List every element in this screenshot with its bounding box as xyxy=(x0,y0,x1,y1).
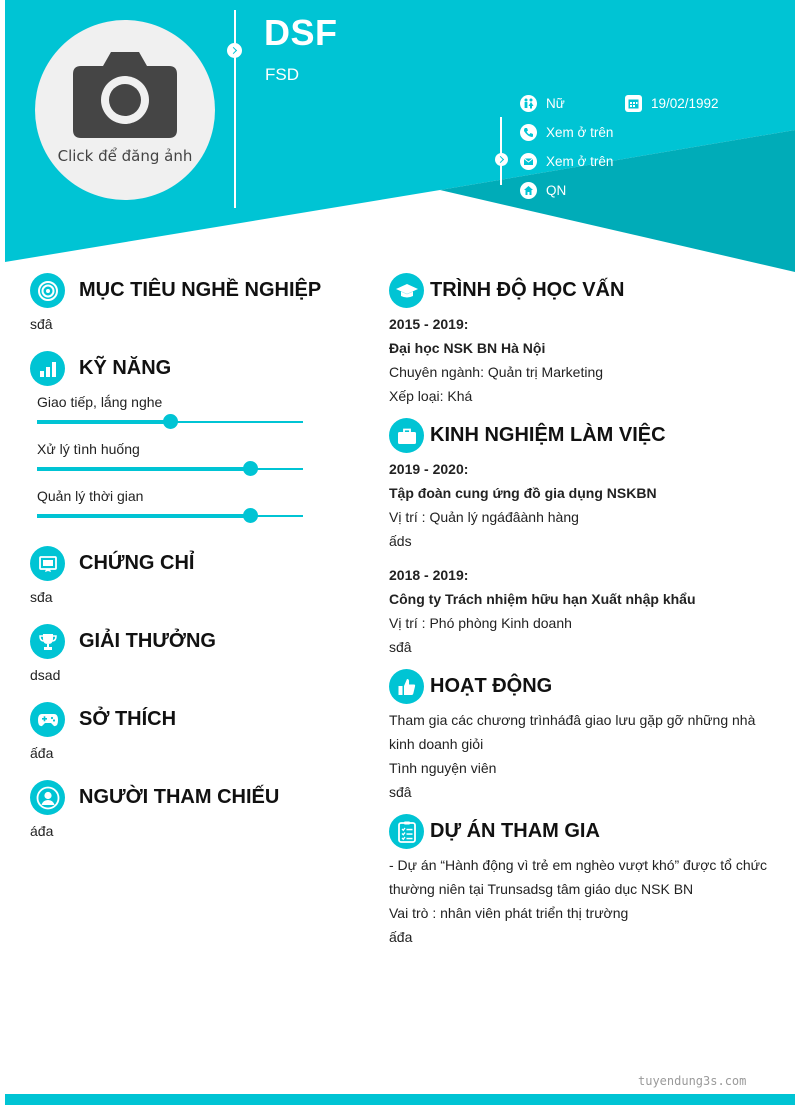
skill-slider-handle[interactable] xyxy=(243,508,258,523)
references-header xyxy=(30,780,279,815)
activities-title: HOẠT ĐỘNG xyxy=(430,675,553,697)
job-title[interactable]: FSD xyxy=(265,65,299,84)
header-divider xyxy=(234,10,236,208)
certificates-text[interactable]: sđa xyxy=(30,589,53,605)
footer-bar xyxy=(5,1094,795,1105)
skill-slider[interactable] xyxy=(37,515,303,517)
gamepad-icon xyxy=(30,702,65,737)
gender-icon xyxy=(520,95,537,112)
education-school[interactable]: Đại học NSK BN Hà Nội xyxy=(389,340,546,356)
projects-line[interactable]: ấđa xyxy=(389,929,413,945)
awards-text[interactable]: dsad xyxy=(30,667,61,683)
objective-title: MỤC TIÊU NGHỀ NGHIỆP xyxy=(79,279,322,301)
job-position[interactable]: Vị trí : Phó phòng Kinh doanh xyxy=(389,615,572,631)
references-text[interactable]: áđa xyxy=(30,823,54,839)
job-company[interactable]: Công ty Trách nhiệm hữu hạn Xuất nhập khẩu xyxy=(389,591,696,607)
skill-slider[interactable] xyxy=(37,468,303,470)
job-position[interactable]: Vị trí : Quản lý ngáđâành hàng xyxy=(389,509,579,525)
skill-label[interactable]: Xử lý tình huống xyxy=(37,441,140,457)
gender-row[interactable] xyxy=(520,95,565,112)
email-row[interactable] xyxy=(520,153,613,170)
activities-line[interactable]: Tình nguyện viên xyxy=(389,760,497,776)
skill-slider[interactable] xyxy=(37,421,303,423)
education-rank[interactable]: Xếp loại: Khá xyxy=(389,388,473,404)
experience-title: KINH NGHIỆM LÀM VIỆC xyxy=(430,424,666,446)
education-major[interactable]: Chuyên ngành: Quản trị Marketing xyxy=(389,364,604,380)
briefcase-icon xyxy=(389,418,424,453)
skill-slider-handle[interactable] xyxy=(243,461,258,476)
email-icon xyxy=(520,153,537,170)
contact-divider xyxy=(500,117,502,185)
profile-photo-upload[interactable] xyxy=(35,20,215,200)
activities-line[interactable]: sđâ xyxy=(389,784,412,800)
job-description[interactable]: ấds xyxy=(389,533,412,549)
user-icon xyxy=(30,780,65,815)
skill-fill xyxy=(37,514,250,518)
awards-title: GIẢI THƯỞNG xyxy=(79,630,216,652)
birthday-value: 19/02/1992 xyxy=(651,96,719,111)
projects-line[interactable]: - Dự án “Hành động vì trẻ em nghèo vượt khó” được tổ chức xyxy=(389,857,768,873)
phone-row[interactable] xyxy=(520,124,613,141)
skills-header xyxy=(30,351,171,386)
candidate-name[interactable]: DSF xyxy=(264,12,338,53)
references-title: NGƯỜI THAM CHIẾU xyxy=(79,786,280,808)
education-header xyxy=(389,273,624,308)
gender-value: Nữ xyxy=(546,96,565,111)
phone-icon xyxy=(520,124,537,141)
hobbies-text[interactable]: ấđa xyxy=(30,745,54,761)
job-period[interactable]: 2018 - 2019: xyxy=(389,567,469,583)
certificates-title: CHỨNG CHỈ xyxy=(79,552,195,574)
projects-header xyxy=(389,814,600,849)
skills-title: KỸ NĂNG xyxy=(79,357,172,379)
watermark: tuyendung3s.com xyxy=(638,1074,747,1088)
experience-header xyxy=(389,418,666,453)
contact-marker xyxy=(495,153,508,166)
certificates-header xyxy=(30,546,194,581)
skill-fill xyxy=(37,420,170,424)
phone-value: Xem ở trên xyxy=(546,125,614,140)
thumbs-up-icon xyxy=(389,669,424,704)
job-description[interactable]: sđâ xyxy=(389,639,412,655)
skill-fill xyxy=(37,467,250,471)
awards-header xyxy=(30,624,216,659)
checklist-icon xyxy=(389,814,424,849)
email-value: Xem ở trên xyxy=(546,154,614,169)
projects-line[interactable]: thường niên tại Trunsadsg tâm giáo dục NSK BN xyxy=(389,881,694,897)
job-company[interactable]: Tập đoàn cung ứng đồ gia dụng NSKBN xyxy=(389,485,657,501)
graduation-cap-icon xyxy=(389,273,424,308)
divider-marker xyxy=(227,43,242,58)
photo-caption: Click để đăng ảnh xyxy=(57,147,193,165)
target-icon xyxy=(30,273,65,308)
projects-line[interactable]: Vai trò : nhân viên phát triển thị trường xyxy=(389,905,629,921)
skill-slider-handle[interactable] xyxy=(163,414,178,429)
camera-icon xyxy=(71,46,179,138)
activities-line[interactable]: kinh doanh giỏi xyxy=(389,736,484,752)
hobbies-title: SỞ THÍCH xyxy=(79,708,177,730)
activities-header xyxy=(389,669,552,704)
certificate-icon xyxy=(30,546,65,581)
education-title: TRÌNH ĐỘ HỌC VẤN xyxy=(430,279,625,301)
home-icon xyxy=(520,182,537,199)
education-period[interactable]: 2015 - 2019: xyxy=(389,316,469,332)
skill-label[interactable]: Giao tiếp, lắng nghe xyxy=(37,394,163,410)
address-value: QN xyxy=(546,183,567,198)
skill-label[interactable]: Quản lý thời gian xyxy=(37,488,144,504)
trophy-icon xyxy=(30,624,65,659)
objective-text[interactable]: sđâ xyxy=(30,316,53,332)
birthday-row[interactable] xyxy=(625,95,719,112)
address-row[interactable] xyxy=(520,182,566,199)
objective-header xyxy=(30,273,321,308)
job-period[interactable]: 2019 - 2020: xyxy=(389,461,469,477)
calendar-icon xyxy=(625,95,642,112)
hobbies-header xyxy=(30,702,176,737)
projects-title: DỰ ÁN THAM GIA xyxy=(430,820,600,842)
activities-line[interactable]: Tham gia các chương trìnháđâ giao lưu gặp gỡ những nhà xyxy=(389,712,756,728)
bar-chart-icon xyxy=(30,351,65,386)
